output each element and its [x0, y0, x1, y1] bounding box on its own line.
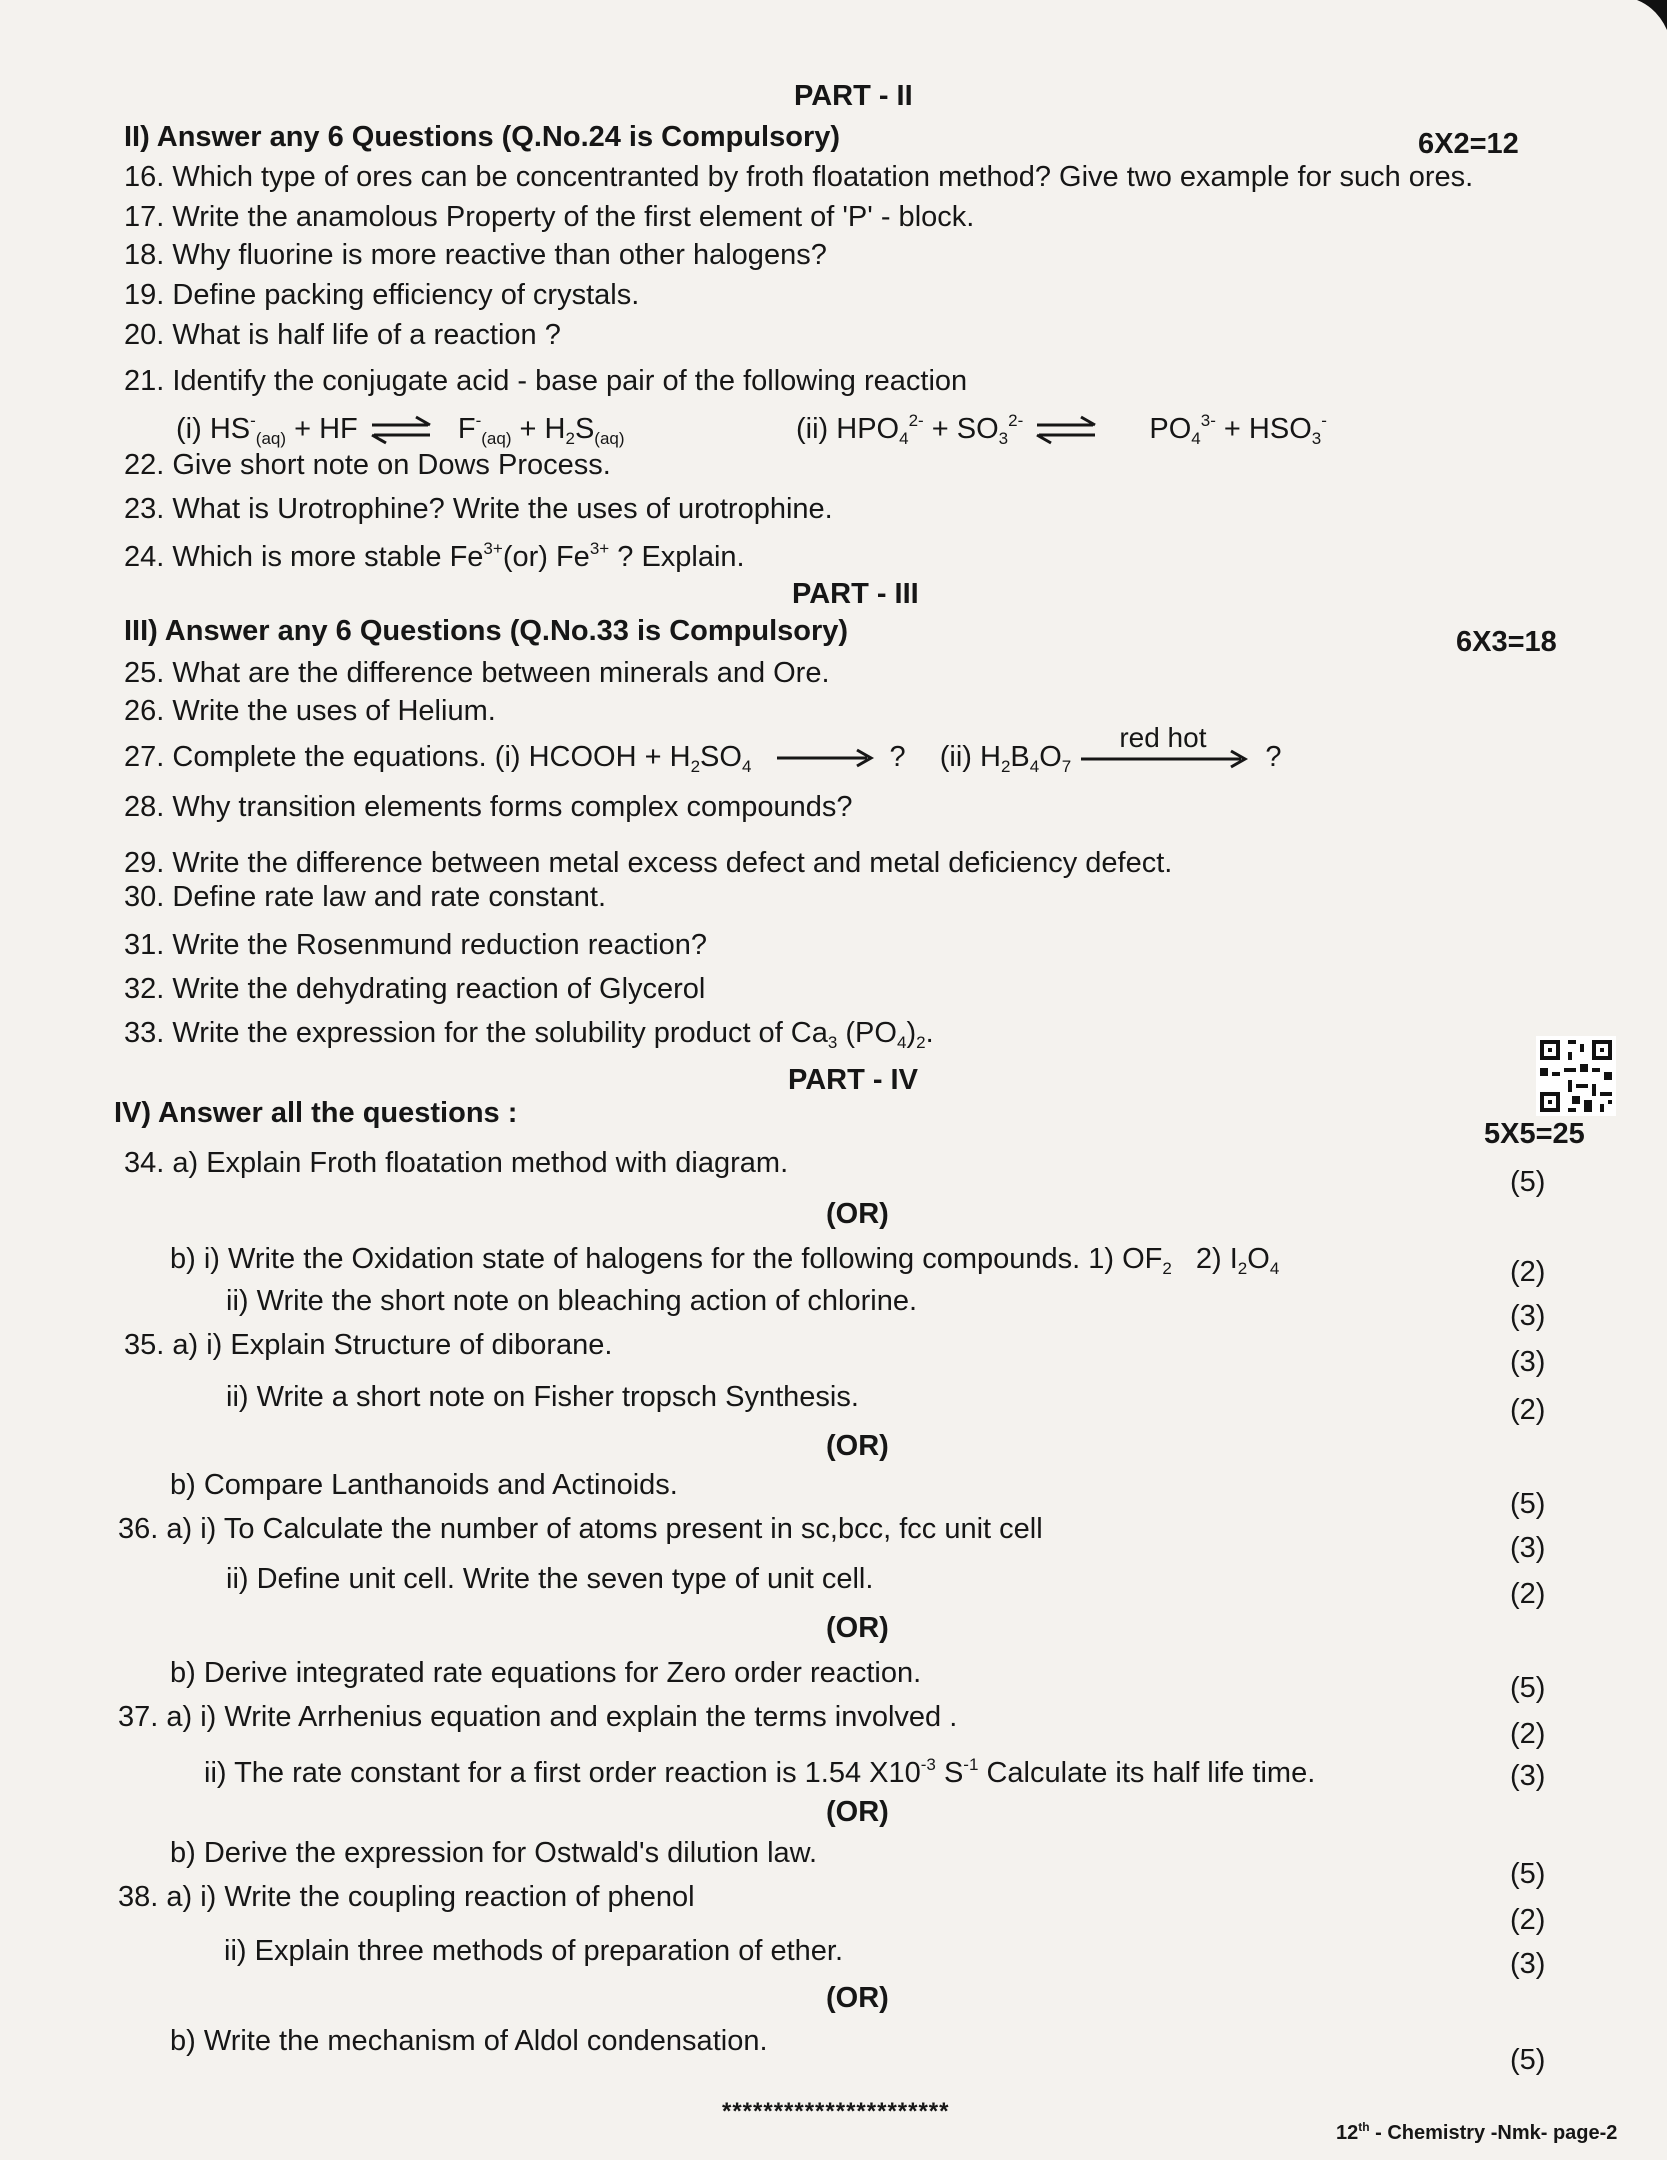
part2-marks: 6X2=12: [1418, 128, 1519, 160]
question-21: 21. Identify the conjugate acid - base pair of the following reaction: [124, 365, 968, 397]
marks-37a-ii: (3): [1510, 1760, 1546, 1792]
question-25: 25. What are the difference between minerals and Ore.: [124, 657, 830, 689]
question-17: 17. Write the anamolous Property of the first element of 'P' - block.: [124, 201, 975, 233]
question-38b: b) Write the mechanism of Aldol condensation.: [170, 2025, 768, 2057]
equation-21-ii: (ii) $HPO_4^{2-} + SO_3^{2-}$ $PO_4^{3-} + HSO_3^-$: [796, 411, 1327, 448]
question-36a-i: 36. a) i) To Calculate the number of atoms present in sc,bcc, fcc unit cell: [118, 1513, 1043, 1545]
question-31: 31. Write the Rosenmund reduction reaction?: [124, 929, 708, 961]
question-36b: b) Derive integrated rate equations for Zero order reaction.: [170, 1657, 922, 1689]
question-34b-ii: ii) Write the short note on bleaching action of chlorine.: [226, 1285, 918, 1317]
marks-37a-i: (2): [1510, 1718, 1546, 1750]
part3-instruction: III) Answer any 6 Questions (Q.No.33 is Compulsory): [124, 615, 849, 647]
or-37: (OR): [826, 1796, 889, 1828]
equilibrium-arrow-icon: [366, 415, 436, 445]
marks-34b-ii: (3): [1510, 1300, 1546, 1332]
marks-38a-i: (2): [1510, 1904, 1546, 1936]
question-38a-ii: ii) Explain three methods of preparation of ether.: [224, 1935, 844, 1967]
marks-35b: (5): [1510, 1488, 1546, 1520]
or-35: (OR): [826, 1430, 889, 1462]
question-28: 28. Why transition elements forms complex compounds?: [124, 791, 853, 823]
marks-34b-i: (2): [1510, 1256, 1546, 1288]
question-37a-ii: ii) The rate constant for a first order reaction is 1.54 $X10^{-3}$ $S^{-1}$ Calculate its half life time.: [204, 1755, 1316, 1789]
or-38: (OR): [826, 1982, 889, 2014]
question-34a: 34. a) Explain Froth floatation method with diagram.: [124, 1147, 789, 1179]
question-23: 23. What is Urotrophine? Write the uses of urotrophine.: [124, 493, 833, 525]
marks-36b: (5): [1510, 1672, 1546, 1704]
part2-heading: PART - II: [794, 80, 913, 112]
marks-38b: (5): [1510, 2044, 1546, 2076]
question-35a-ii: ii) Write a short note on Fisher tropsch Synthesis.: [226, 1381, 859, 1413]
question-33: 33. Write the expression for the solubility product of $Ca_3$ $(PO_4)_2$.: [124, 1017, 934, 1052]
question-27: 27. Complete the equations. (i) HCOOH + $H_2SO_4$ ? (ii) $H_2B_4O_7$ red hot ?: [124, 722, 1282, 776]
end-stars: **********************: [722, 2098, 950, 2125]
marks-34a: (5): [1510, 1166, 1546, 1198]
page-footer: 12th - Chemistry -Nmk- page-2: [1336, 2120, 1618, 2144]
question-36a-ii: ii) Define unit cell. Write the seven type of unit cell.: [226, 1563, 874, 1595]
question-19: 19. Define packing efficiency of crystals.: [124, 279, 640, 311]
red-hot-label: red hot: [1119, 722, 1207, 754]
part3-heading: PART - III: [792, 578, 919, 610]
equation-21-i: (i) $HS^-_{(aq)}$ + HF $F^-_{(aq)} + H_2S_{(aq)}$: [176, 411, 625, 448]
question-24: 24. Which is more stable $Fe^{3+}(or)$ $Fe^{3+}$ ? Explain.: [124, 539, 745, 573]
question-18: 18. Why fluorine is more reactive than other halogens?: [124, 239, 827, 271]
corner-mark: [1627, 0, 1667, 30]
marks-38a-ii: (3): [1510, 1948, 1546, 1980]
marks-36a-ii: (2): [1510, 1578, 1546, 1610]
question-38a-i: 38. a) i) Write the coupling reaction of phenol: [118, 1881, 695, 1913]
reaction-arrow-icon: [775, 748, 875, 768]
equilibrium-arrow-icon: [1031, 415, 1101, 445]
question-37b: b) Derive the expression for Ostwald's dilution law.: [170, 1837, 818, 1869]
question-22: 22. Give short note on Dows Process.: [124, 449, 611, 481]
question-37a-i: 37. a) i) Write Arrhenius equation and explain the terms involved .: [118, 1701, 958, 1733]
reaction-arrow-icon: [1079, 749, 1249, 769]
or-36: (OR): [826, 1612, 889, 1644]
question-35a-i: 35. a) i) Explain Structure of diborane.: [124, 1329, 613, 1361]
or-34: (OR): [826, 1198, 889, 1230]
marks-35a-i: (3): [1510, 1346, 1546, 1378]
question-35b: b) Compare Lanthanoids and Actinoids.: [170, 1469, 678, 1501]
question-20: 20. What is half life of a reaction ?: [124, 319, 561, 351]
part4-marks: 5X5=25: [1484, 1118, 1585, 1150]
part4-instruction: IV) Answer all the questions :: [114, 1097, 518, 1129]
marks-35a-ii: (2): [1510, 1394, 1546, 1426]
question-29: 29. Write the difference between metal excess defect and metal deficiency defect.: [124, 847, 1173, 879]
marks-37b: (5): [1510, 1858, 1546, 1890]
part3-marks: 6X3=18: [1456, 626, 1557, 658]
question-32: 32. Write the dehydrating reaction of Glycerol: [124, 973, 706, 1005]
question-30: 30. Define rate law and rate constant.: [124, 881, 607, 913]
question-16: 16. Which type of ores can be concentranted by froth floatation method? Give two example for such ores.: [124, 161, 1474, 193]
question-26: 26. Write the uses of Helium.: [124, 695, 496, 727]
part4-heading: PART - IV: [788, 1064, 918, 1096]
qr-code: [1536, 1036, 1616, 1116]
question-34b-i: b) i) Write the Oxidation state of halogens for the following compounds. 1) $OF_2$ 2) $I_2O_4$: [170, 1243, 1280, 1278]
part2-instruction: II) Answer any 6 Questions (Q.No.24 is Compulsory): [124, 121, 841, 153]
marks-36a-i: (3): [1510, 1532, 1546, 1564]
